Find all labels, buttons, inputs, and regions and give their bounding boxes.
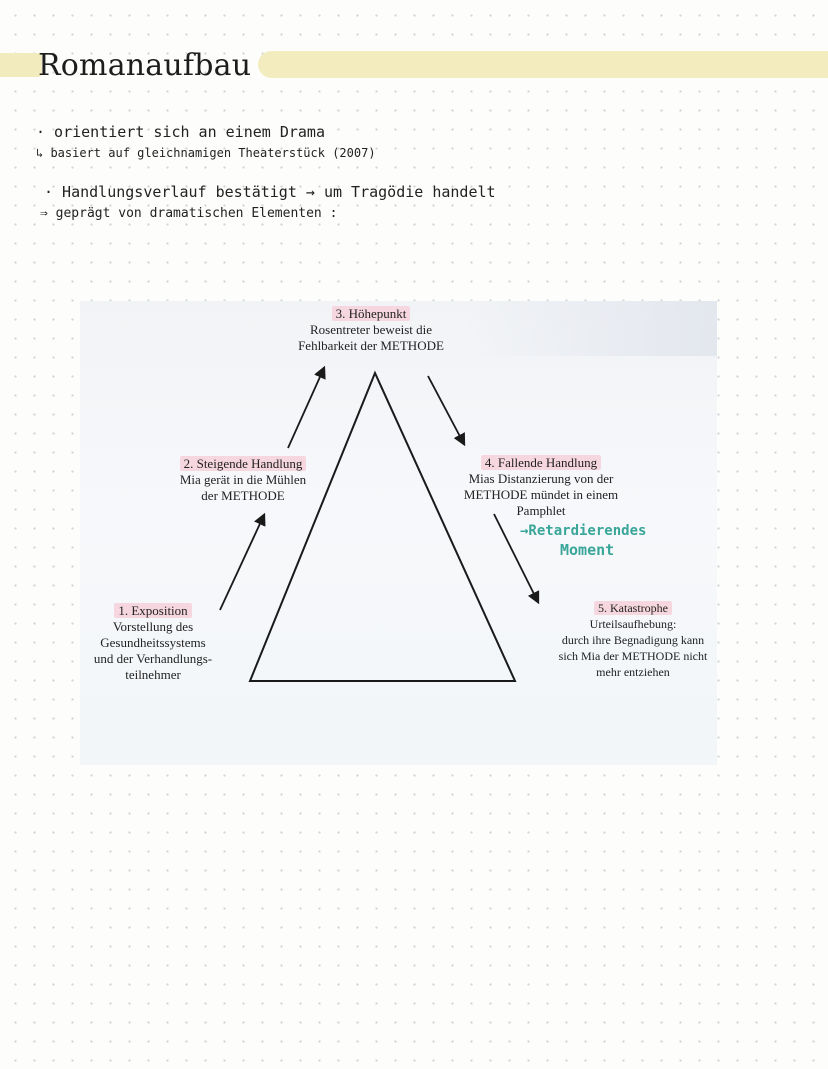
stage-catastrophe-line3: sich Mia der METHODE nicht: [558, 649, 708, 663]
annotation-line2: Moment: [560, 541, 615, 559]
note-line-2: ↳ basiert auf gleichnamigen Theaterstück (2007): [36, 146, 376, 160]
stage-falling-line1: Mias Distanzierung von der: [468, 471, 614, 486]
stage-exposition-line2: Gesundheitssystems: [100, 635, 206, 650]
stage-falling-heading: 4. Fallende Handlung: [481, 455, 601, 470]
stage-climax-line1: Rosentreter beweist die: [309, 322, 432, 337]
note-line-1: · orientiert sich an einem Drama: [36, 123, 325, 141]
stage-exposition-heading: 1. Exposition: [114, 603, 191, 618]
stage-catastrophe: [524, 600, 742, 680]
stage-catastrophe-line1: Urteilsaufhebung:: [589, 617, 677, 631]
annotation-line1: →Retardierendes: [520, 523, 647, 539]
stage-falling-line3: Pamphlet: [516, 503, 566, 518]
stage-falling-line2: METHODE mündet in einem: [463, 487, 619, 502]
stage-rising-line1: Mia gerät in die Mühlen: [179, 472, 307, 487]
stage-climax-heading: 3. Höhepunkt: [332, 306, 411, 321]
arrow-rising-to-climax: [288, 368, 324, 448]
stage-climax: [276, 306, 466, 354]
arrow-climax-to-falling: [428, 376, 464, 444]
pyramid-triangle: [250, 373, 515, 681]
arrow-exposition-to-rising: [220, 515, 264, 610]
stage-catastrophe-line4: mehr entziehen: [596, 665, 670, 679]
note-line-3: · Handlungsverlauf bestätigt → um Tragödie handelt: [44, 183, 496, 201]
stage-falling-action: [446, 455, 636, 519]
stage-climax-line2: Fehlbarkeit der METHODE: [298, 338, 444, 353]
stage-catastrophe-heading: 5. Katastrophe: [594, 601, 672, 615]
stage-rising-action: [158, 456, 328, 504]
page-title: Romanaufbau: [38, 48, 252, 83]
stage-catastrophe-line2: durch ihre Begnadigung kann: [561, 633, 705, 647]
stage-exposition-line3: und der Verhandlungs-: [93, 651, 213, 666]
stage-rising-heading: 2. Steigende Handlung: [180, 456, 307, 471]
stage-rising-line2: der METHODE: [201, 488, 285, 503]
note-line-4: ⇒ geprägt von dramatischen Elementen :: [40, 206, 338, 221]
stage-exposition: [78, 603, 228, 683]
stage-exposition-line1: Vorstellung des: [112, 619, 194, 634]
stage-exposition-line4: teilnehmer: [125, 667, 181, 682]
